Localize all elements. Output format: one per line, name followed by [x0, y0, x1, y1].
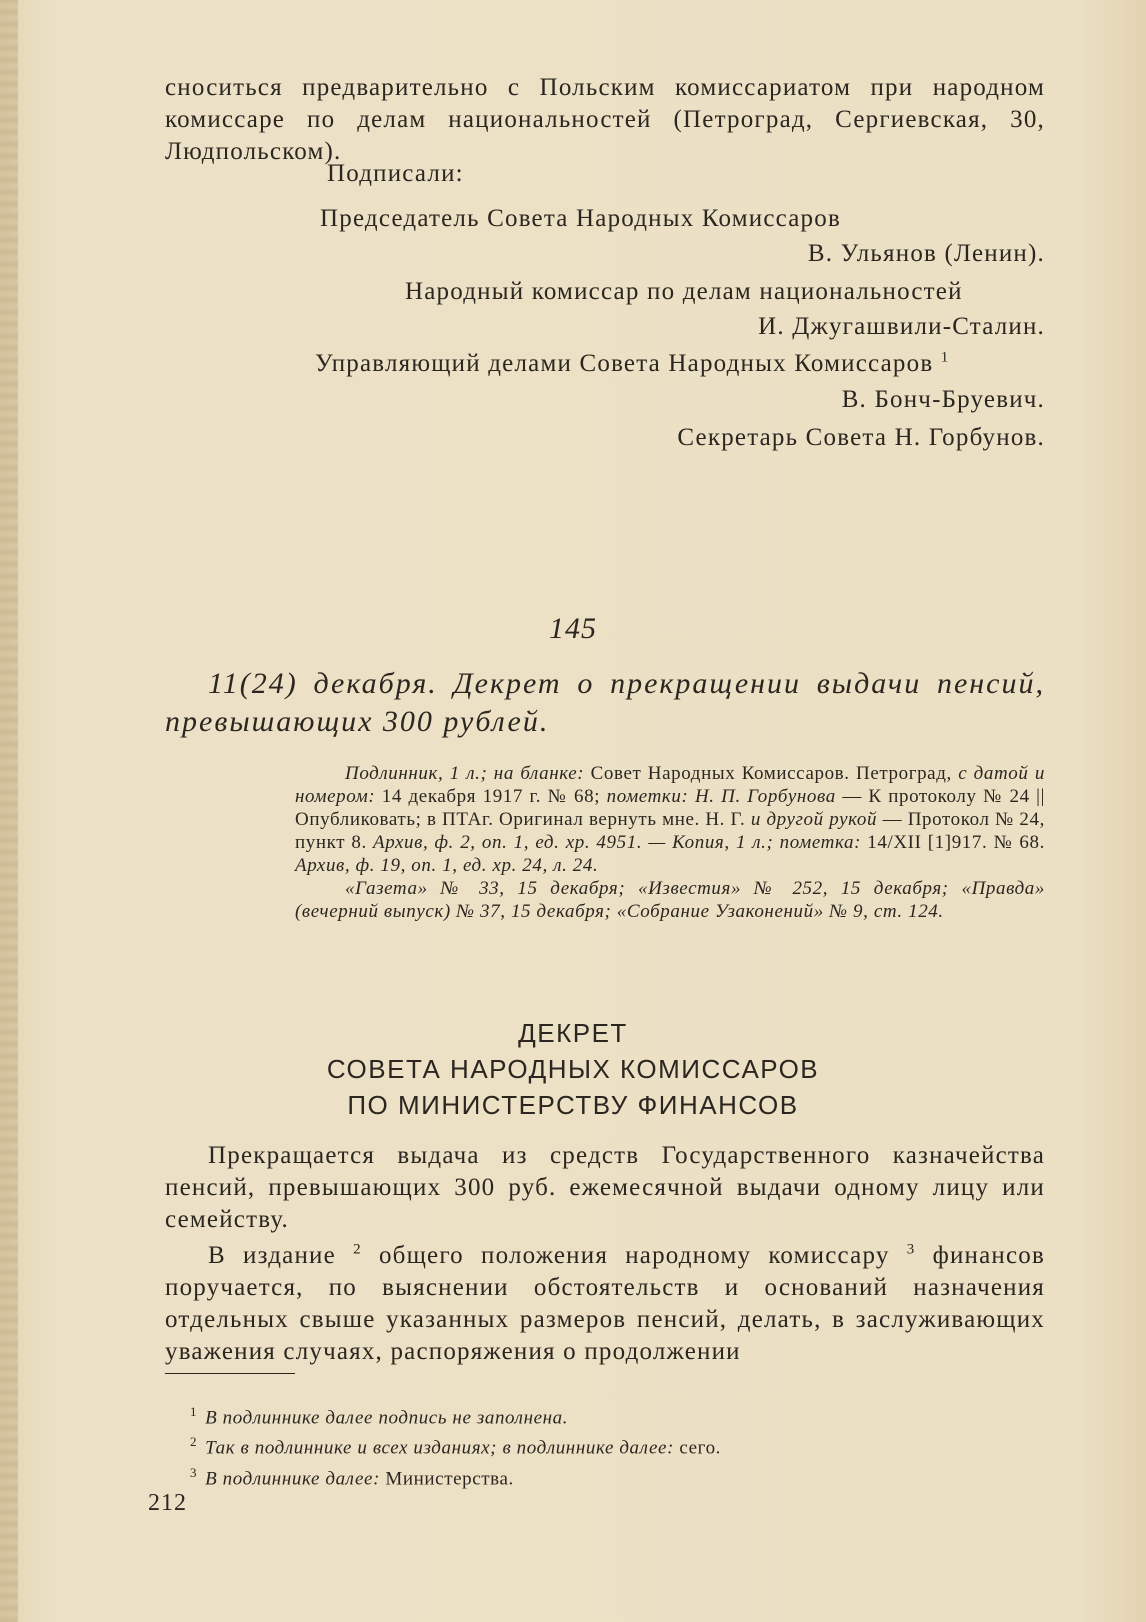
- footnote-ref: 2: [353, 1241, 362, 1258]
- decree-title-line-2: СОВЕТА НАРОДНЫХ КОМИССАРОВ: [326, 1054, 820, 1084]
- nationalities-commissar-name: И. Джугашвили-Сталин.: [758, 313, 1045, 340]
- decree-paragraph-2: В издание $^2$ общего положения народному комиссару $^3$ финансов поручается, по выяснении обстоятельств и оснований назначения отдельных свыше указанных размеров пенсий, делать, в заслуживающих уважения случаях, распоряжения о продолжении: [165, 1241, 1046, 1365]
- manager-title: [315, 350, 950, 378]
- footnote-ref: 1: [940, 349, 950, 366]
- footnote-2: $^2$ Так в подлиннике и всех изданиях; в подлиннике далее: сего.: [190, 1434, 722, 1459]
- nationalities-commissar-title: Народный комиссар по делам национальностей: [405, 278, 963, 305]
- footnote-divider: [165, 1373, 295, 1374]
- footnotes: [190, 1400, 1040, 1491]
- manager-name: В. Бонч-Бруевич.: [841, 386, 1045, 413]
- chair-title: Председатель Совета Народных Комиссаров: [320, 205, 841, 232]
- page-number: 212: [148, 1490, 187, 1516]
- continuation-paragraph-block: [165, 72, 1045, 168]
- decree-title-line-1: ДЕКРЕТ: [518, 1018, 628, 1048]
- source-note-publications: «Газета» № 33, 15 декабря; «Известия» № 252, 15 декабря; «Правда» (вечерний выпуск) № 37, 15 декабря; «Собрание Узаконений» № 9, ст. 124.: [295, 878, 1045, 922]
- secretary-line: Секретарь Совета Н. Горбунов.: [677, 424, 1045, 451]
- decree-body: [165, 1140, 1045, 1368]
- footnote-1: $^1$ В подлиннике далее подпись не заполнена.: [190, 1404, 569, 1429]
- decree-title-line-3: ПО МИНИСТЕРСТВУ ФИНАНСОВ: [347, 1090, 799, 1120]
- document-heading: 11(24) декабря. Декрет о прекращении выдачи пенсий, превышающих 300 рублей.: [165, 667, 1045, 738]
- signed-label: Подписали:: [327, 160, 464, 187]
- page-spine-edge: [0, 0, 18, 1622]
- chair-name: В. Ульянов (Ленин).: [807, 240, 1045, 267]
- footnote-3: $^3$ В подлиннике далее: Министерства.: [190, 1464, 514, 1489]
- continuation-paragraph: сноситься предварительно с Польским комиссариатом при народном комиссаре по делам национальностей (Петроград, Сергиевская, 30, Людпольском).: [165, 74, 1045, 165]
- source-note-archive: Подлинник, 1 л.; на бланке: Совет Народных Комиссаров. Петроград, с датой и номером: 14 декабря 1917 г. № 68; пометки: Н. П. Горбунова — К протоколу № 24 || Опубликовать; в ПТАг. Оригинал вернуть мне. Н. Г. и другой рукой — Протокол № 24, пункт 8. Архив, ф. 2, оп. 1, ед. хр. 4951. — Копия, 1 л.; пометка: 14/XII [1]917. № 68. Архив, ф. 19, оп. 1, ед. хр. 24, л. 24.: [295, 763, 1045, 876]
- footnote-ref: 3: [906, 1241, 916, 1258]
- manager-title-text: Управляющий делами Совета Народных Комиссаров: [315, 350, 934, 377]
- decree-paragraph-1: Прекращается выдача из средств Государственного казначейства пенсий, превышающих 300 руб. ежемесячной выдачи одному лицу или семейству.: [165, 1142, 1045, 1233]
- decree-title: [0, 1015, 1146, 1123]
- document-number: 145: [549, 612, 597, 645]
- source-note: [295, 762, 1045, 923]
